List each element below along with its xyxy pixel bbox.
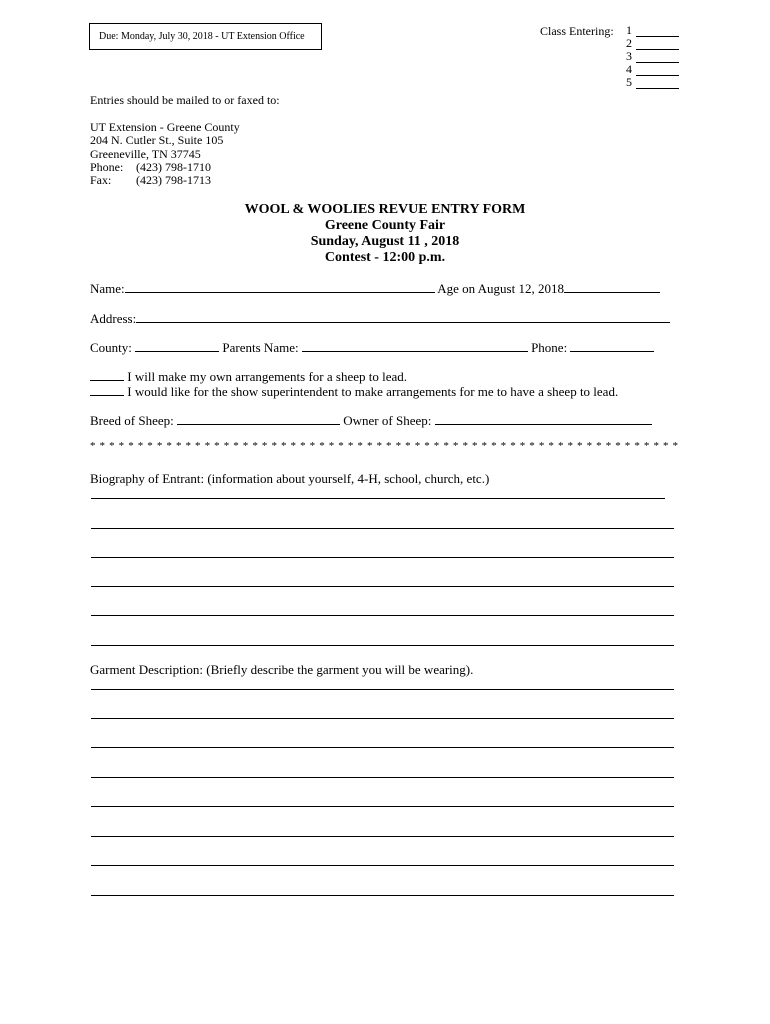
class-item[interactable]: 3 <box>626 50 679 63</box>
fax-line <box>90 174 240 187</box>
breed-field[interactable] <box>177 412 340 425</box>
class-entering-label: Class Entering: <box>540 24 614 38</box>
due-date-box: Due: Monday, July 30, 2018 - UT Extension Office <box>89 23 322 50</box>
biography-label: Biography of Entrant: (information about yourself, 4-H, school, church, etc.) <box>90 471 490 486</box>
own-arrangement-text: I will make my own arrangements for a sheep to lead. <box>127 369 408 384</box>
class-entering-list <box>626 24 679 89</box>
contest-time: Contest - 12:00 p.m. <box>324 250 446 265</box>
address-line: Greeneville, TN 37745 <box>90 146 201 161</box>
phone-field[interactable] <box>570 339 654 352</box>
class-blank[interactable] <box>636 39 679 50</box>
phone-label: Phone: <box>531 340 568 355</box>
address-line: UT Extension - Greene County <box>90 120 240 134</box>
garment-line[interactable] <box>91 718 674 719</box>
name-row <box>90 280 660 297</box>
class-item[interactable]: 5 <box>626 76 679 89</box>
class-blank[interactable] <box>636 78 679 89</box>
class-item[interactable]: 4 <box>626 63 679 76</box>
address-label: Address: <box>90 311 137 326</box>
biography-line[interactable] <box>91 528 674 529</box>
class-item[interactable]: 1 <box>626 24 679 37</box>
owner-field[interactable] <box>435 412 652 425</box>
separator: * * * * * * * * * * * * * * * * * * * * * * * * * * * * * * * * * * * * * * * * * * * * * * * * * * * * * * * * * * * * * * <box>90 440 679 452</box>
garment-line[interactable] <box>91 836 674 837</box>
phone-key: Phone: <box>90 159 124 174</box>
address-line: 204 N. Cutler St., Suite 105 <box>90 133 224 148</box>
biography-line[interactable] <box>91 645 674 646</box>
garment-line[interactable] <box>91 895 674 896</box>
class-item[interactable]: 2 <box>626 37 679 50</box>
parents-label: Parents Name: <box>222 340 299 355</box>
garment-line[interactable] <box>91 689 674 690</box>
name-label: Name: <box>90 281 125 296</box>
fax-value: (423) 798-1713 <box>136 173 211 188</box>
own-arrangement-check[interactable] <box>90 368 124 381</box>
event-date: Sunday, August 11 , 2018 <box>310 234 460 249</box>
biography-line[interactable] <box>91 586 674 587</box>
biography-line[interactable] <box>91 498 665 499</box>
biography-line[interactable] <box>91 615 674 616</box>
garment-line[interactable] <box>91 747 674 748</box>
class-blank[interactable] <box>636 26 679 37</box>
phone-value: (423) 798-1710 <box>136 159 211 174</box>
biography-line[interactable] <box>91 557 674 558</box>
class-blank[interactable] <box>636 65 679 76</box>
garment-line[interactable] <box>91 865 674 866</box>
parents-field[interactable] <box>302 339 528 352</box>
county-row <box>90 339 654 356</box>
fax-key: Fax: <box>90 173 112 188</box>
age-label: Age on August 12, 2018 <box>437 281 564 296</box>
age-field[interactable] <box>564 280 660 293</box>
superintendent-check[interactable] <box>90 383 124 396</box>
superintendent-text: I would like for the show superintendent to make arrangements for me to have a sheep to lead. <box>127 384 619 399</box>
fair-name: Greene County Fair <box>324 218 446 233</box>
phone-line <box>90 161 240 174</box>
mail-instruction: Entries should be mailed to or faxed to: <box>90 93 280 107</box>
form-title: WOOL & WOOLIES REVUE ENTRY FORM <box>244 202 526 217</box>
mailing-address <box>90 121 240 187</box>
county-field[interactable] <box>135 339 219 352</box>
class-blank[interactable] <box>636 52 679 63</box>
owner-label: Owner of Sheep: <box>343 413 432 428</box>
address-row <box>90 310 670 327</box>
name-field[interactable] <box>125 280 435 293</box>
garment-line[interactable] <box>91 806 674 807</box>
garment-label: Garment Description: (Briefly describe the garment you will be wearing). <box>90 662 474 677</box>
garment-line[interactable] <box>91 777 674 778</box>
sheep-row <box>90 412 652 429</box>
address-field[interactable] <box>136 310 670 323</box>
superintendent-row <box>90 383 618 400</box>
breed-label: Breed of Sheep: <box>90 413 174 428</box>
county-label: County: <box>90 340 132 355</box>
